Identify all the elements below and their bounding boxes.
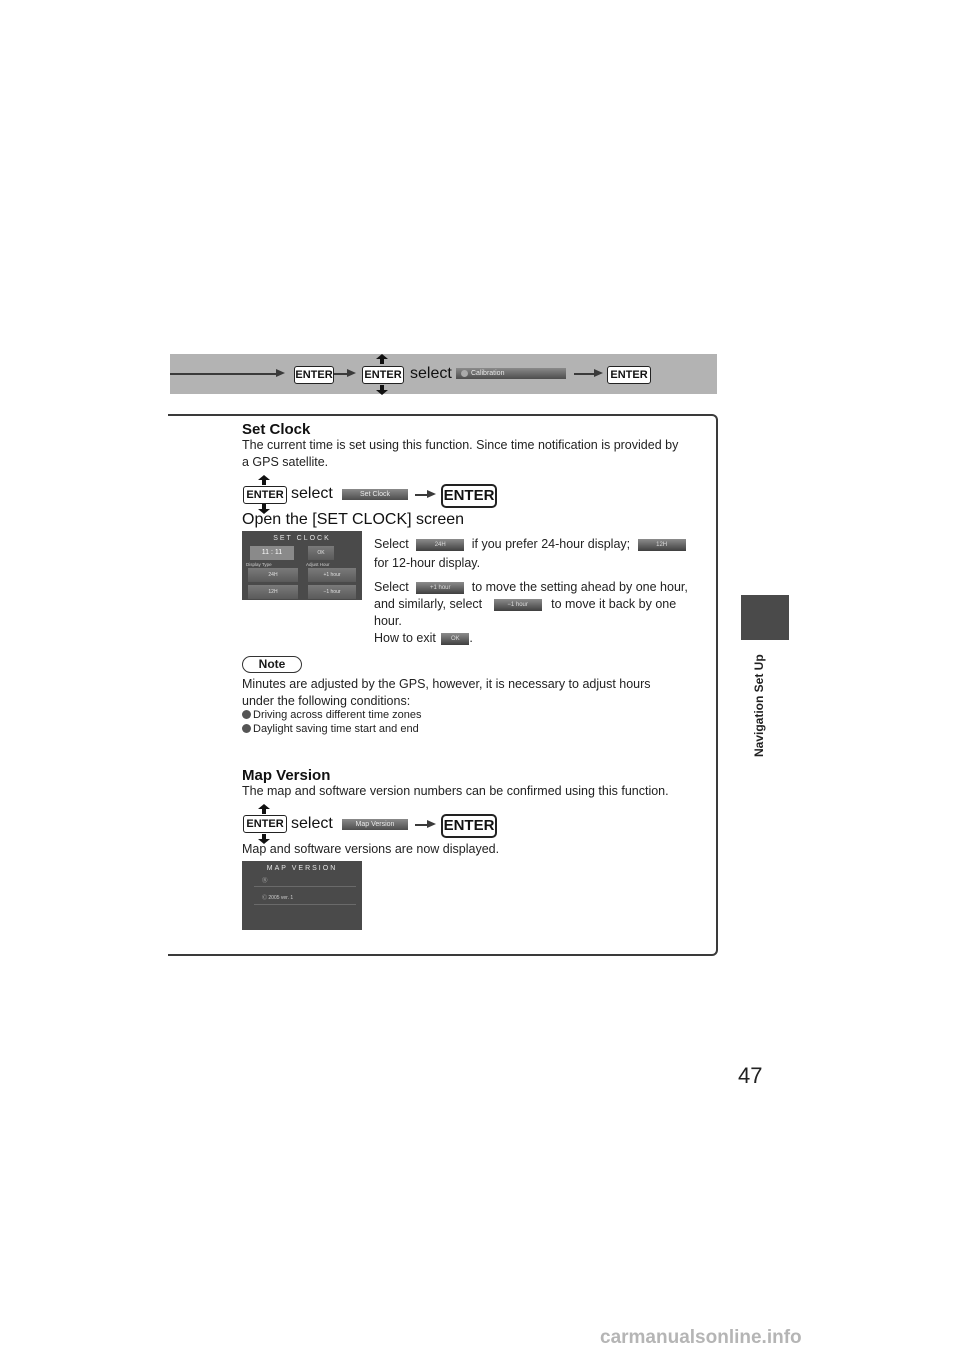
side-section-label — [744, 645, 784, 765]
flow-line — [170, 373, 278, 375]
screen-title: SET CLOCK — [273, 535, 331, 542]
select-label: select — [291, 815, 333, 832]
instruction-text: and similarly, select — [374, 597, 483, 611]
map-version-menu-item: Map Version — [342, 819, 408, 830]
minus-one-hour-button: −1 hour — [308, 585, 356, 599]
enter-key-icon: ENTER — [243, 815, 287, 833]
divider — [254, 904, 356, 905]
bullet-text: Daylight saving time start and end — [253, 723, 419, 735]
time-separator: : — [271, 549, 273, 556]
time-display — [250, 546, 294, 560]
bullet-text: Driving across different time zones — [253, 709, 422, 721]
note-bullet — [242, 709, 422, 721]
arrow-up-icon — [258, 475, 270, 485]
ok-button-icon: OK — [441, 633, 469, 645]
screen-title: MAP VERSION — [266, 865, 338, 872]
navigation-sequence-band — [170, 354, 717, 394]
flow-line — [574, 373, 596, 375]
instruction-text: if you prefer 24-hour display; — [471, 537, 631, 551]
enter-key-icon: ENTER — [607, 366, 651, 384]
bullet-icon — [242, 710, 251, 719]
arrow-down-icon — [376, 385, 388, 395]
page-number: 47 — [738, 1063, 763, 1088]
arrow-right-icon — [427, 820, 436, 828]
plus-one-hour-button-icon: +1 hour — [416, 582, 464, 594]
note-text — [242, 676, 712, 710]
instruction-text: to move the setting ahead by one hour, — [471, 580, 688, 594]
arrow-up-icon — [258, 804, 270, 814]
set-clock-description — [242, 437, 712, 471]
adjust-hour-instruction — [374, 579, 714, 647]
plus-one-hour-button: +1 hour — [308, 568, 356, 582]
24h-button-icon: 24H — [416, 539, 464, 551]
enter-key-icon: ENTER — [243, 486, 287, 504]
note-bullet — [242, 723, 419, 735]
adjust-hour-label: Adjust Hour — [306, 562, 330, 567]
map-version-heading: Map Version — [242, 767, 331, 784]
description-line: a GPS satellite. — [242, 455, 329, 469]
map-version-description: The map and software version numbers can be confirmed using this function. — [242, 784, 669, 798]
arrow-right-icon — [347, 369, 356, 377]
menu-item-label: Calibration — [471, 370, 505, 377]
arrow-right-icon — [276, 369, 285, 377]
note-badge: Note — [242, 656, 302, 673]
note-line: under the following conditions: — [242, 694, 411, 708]
enter-button-icon: ENTER — [441, 814, 497, 838]
display-format-instruction — [374, 535, 714, 573]
set-clock-menu-item: Set Clock — [342, 489, 408, 500]
software-version-row: Ⓒ 2005 ver. 1 — [262, 895, 294, 901]
select-label: select — [410, 365, 452, 382]
instruction-text: to move it back by one — [551, 597, 677, 611]
enter-key-icon: ENTER — [294, 366, 334, 384]
set-clock-heading: Set Clock — [242, 421, 311, 438]
12h-button: 12H — [248, 585, 298, 599]
map-version-screen-image — [242, 861, 362, 930]
instruction-text: . — [469, 631, 473, 645]
instruction-text: Select — [374, 580, 409, 594]
map-version-row: Ⓡ — [262, 878, 268, 884]
instruction-text: for 12-hour display. — [374, 556, 481, 570]
compass-icon — [461, 370, 468, 377]
enter-button-icon: ENTER — [441, 484, 497, 508]
watermark: carmanualsonline.info — [600, 1327, 802, 1348]
instruction-text: Select — [374, 537, 409, 551]
instruction-text: How to exit — [374, 631, 436, 645]
display-type-label: Display Type — [246, 562, 272, 567]
set-clock-screen-image — [242, 531, 362, 600]
24h-button: 24H — [248, 568, 298, 582]
minus-one-hour-button-icon: −1 hour — [494, 599, 542, 611]
calibration-menu-item — [456, 368, 566, 379]
ok-button: OK — [308, 546, 334, 560]
section-tab-marker — [741, 595, 789, 640]
arrow-right-icon — [594, 369, 603, 377]
flow-line — [334, 373, 348, 375]
instruction-text: hour. — [374, 614, 402, 628]
map-version-result: Map and software versions are now displayed. — [242, 842, 500, 856]
description-line: The current time is set using this function. Since time notification is provided by — [242, 438, 679, 452]
arrow-right-icon — [427, 490, 436, 498]
arrow-up-icon — [376, 354, 388, 364]
bullet-icon — [242, 724, 251, 733]
enter-key-icon: ENTER — [362, 366, 404, 384]
hours-value: 11 — [261, 549, 270, 556]
divider — [254, 886, 356, 887]
note-line: Minutes are adjusted by the GPS, however, it is necessary to adjust hours — [242, 677, 651, 691]
12h-button-icon: 12H — [638, 539, 686, 551]
side-label-text: Navigation Set Up — [752, 654, 766, 757]
open-set-clock-instruction: Open the [SET CLOCK] screen — [242, 511, 465, 528]
select-label: select — [291, 485, 333, 502]
minutes-value: 11 — [274, 549, 283, 556]
